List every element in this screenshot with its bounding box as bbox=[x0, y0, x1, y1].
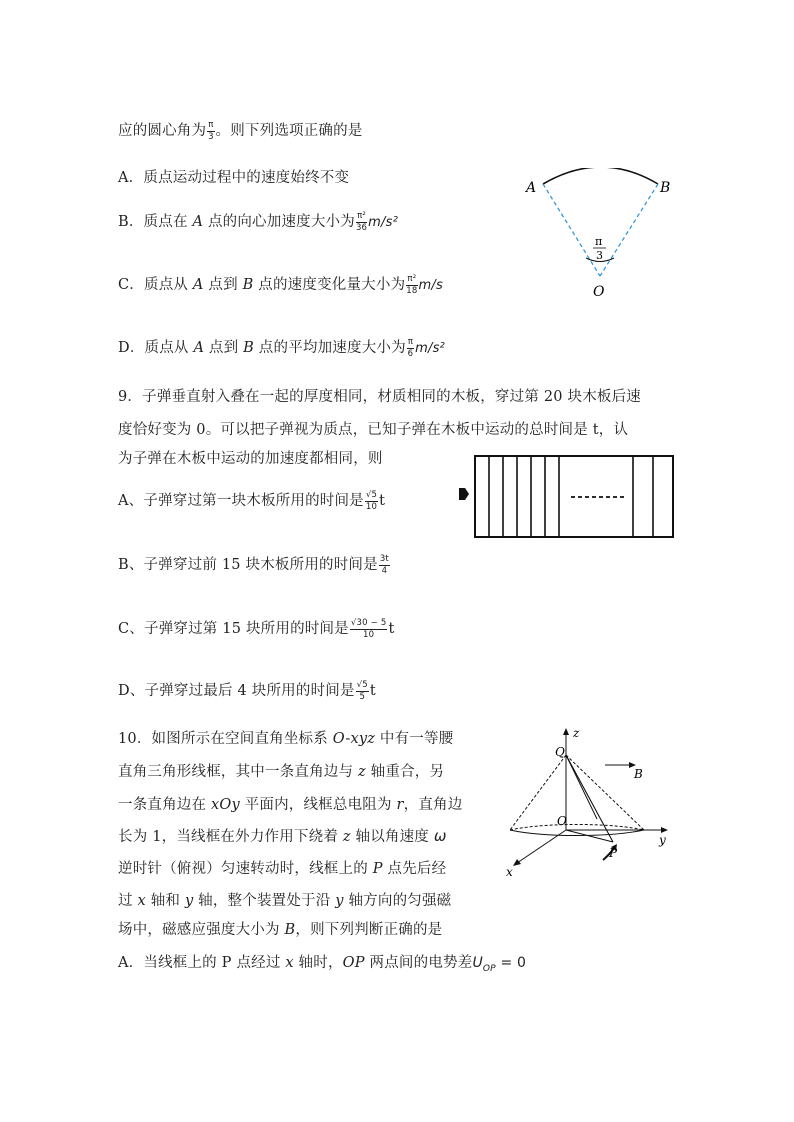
q10-option-a: A．当线框上的 P 点经过 x 轴时，OP 两点间的电势差$U_{OP} = 0$ bbox=[118, 955, 527, 974]
q8-angle-den: 3 bbox=[596, 249, 603, 262]
q9-d-fraction: $\frac{√5}{5}$ bbox=[356, 680, 368, 702]
q10-frame-qp bbox=[566, 755, 613, 842]
q10-a-expression: $U_{OP}$ bbox=[472, 955, 496, 974]
q10-x-arrow bbox=[513, 859, 521, 866]
q8-b-fraction: $\frac{\text{π²}}{36}$ bbox=[355, 211, 368, 233]
q10-line-3: 一条直角边在 xOy 平面内，线框总电阻为 r，直角边 bbox=[118, 797, 463, 813]
q8-radius-ob bbox=[600, 184, 658, 276]
q10-frame-q-to-ellipse bbox=[566, 755, 597, 819]
q8-label-b: B bbox=[660, 180, 671, 196]
q8-label-a: A bbox=[526, 180, 537, 196]
q10-line-7: 场中，磁感应强度大小为 B，则下列判断正确的是 bbox=[118, 922, 443, 938]
q10-line-4: 长为 1，当线框在外力作用下绕着 z 轴以角速度 ω bbox=[118, 827, 447, 845]
q10-label-z: z bbox=[573, 726, 580, 740]
q8-c-unit: m/s bbox=[418, 278, 443, 293]
q9-line-2: 度恰好变为 0。可以把子弹视为质点，已知子弹在木板中运动的总时间是 t，认 bbox=[118, 422, 629, 438]
q10-line-1: 10．如图所示在空间直角坐标系 O-xyz 中有一等腰 bbox=[118, 731, 454, 747]
q10-line-2: 直角三角形线框，其中一条直角边与 z 轴重合，另 bbox=[118, 764, 445, 780]
q8-d-fraction: $\frac{\pi}{6}$ bbox=[407, 337, 414, 359]
q8-radius-oa bbox=[543, 184, 603, 276]
q9-b-fraction: $\frac{3t}{4}$ bbox=[379, 554, 389, 576]
q8-option-a: A．质点运动过程中的速度始终不变 bbox=[118, 170, 350, 186]
q9-line-1: 9．子弹垂直射入叠在一起的厚度相同，材质相同的木板，穿过第 20 块木板后速 bbox=[118, 389, 641, 405]
q9-option-b: B、子弹穿过前 15 块木板所用的时间是 $\frac{3t}{4}$ bbox=[118, 554, 389, 576]
q9-line-3: 为子弹在木板中运动的加速度都相同，则 bbox=[118, 451, 383, 467]
q8-arc bbox=[543, 168, 658, 184]
q8-intro-text: 应的圆心角为 bbox=[118, 123, 207, 139]
q10-label-o: O bbox=[557, 814, 567, 828]
q8-intro-end: 。则下列选项正确的是 bbox=[215, 123, 363, 139]
q10-line-5: 逆时针（俯视）匀速转动时，线框上的 P 点先后经 bbox=[118, 861, 447, 877]
q10-label-q: Q bbox=[555, 745, 565, 759]
q9-option-a: A、子弹穿过第一块木板所用的时间是 $\frac{√5}{10}$ t bbox=[118, 490, 386, 512]
q10-line-6: 过 x 轴和 y 轴，整个装置处于沿 y 轴方向的匀强磁 bbox=[118, 893, 452, 909]
q10-cone-figure bbox=[495, 725, 680, 885]
q9-option-d: D、子弹穿过最后 4 块所用的时间是 $\frac{√5}{5}$ t bbox=[118, 680, 376, 702]
q8-arc-figure bbox=[520, 168, 680, 308]
q8-option-c: C．质点从 A 点到 B 点的速度变化量大小为 $\frac{\text{π²}}{18}$ m/s bbox=[118, 274, 443, 296]
q9-a-fraction: $\frac{√5}{10}$ bbox=[365, 490, 378, 512]
q8-c-fraction: $\frac{\text{π²}}{18}$ bbox=[406, 274, 418, 296]
q8-option-b: B．质点在 A 点的向心加速度大小为 $\frac{\text{π²}}{36}$ m/s² bbox=[118, 211, 398, 233]
q10-label-p: P bbox=[609, 846, 618, 860]
q8-label-o: O bbox=[593, 284, 605, 300]
q9-boards-figure bbox=[455, 452, 680, 540]
q9-bullet bbox=[459, 488, 465, 500]
q10-label-b: B bbox=[634, 767, 643, 781]
q9-c-fraction: $\frac{√30 - 5}{10}$ bbox=[350, 618, 387, 640]
q8-intro-angle: $\frac{\pi}{3}$ bbox=[208, 120, 214, 142]
q9-option-c: C、子弹穿过第 15 块所用的时间是 $\frac{√30 - 5}{10}$ t bbox=[118, 618, 395, 640]
q8-b-unit: m/s² bbox=[368, 215, 398, 230]
q8-option-d: D．质点从 A 点到 B 点的平均加速度大小为 $\frac{\pi}{6}$ m/s² bbox=[118, 337, 445, 359]
q10-ellipse-back bbox=[510, 824, 644, 830]
q10-label-y: y bbox=[659, 833, 666, 847]
q8-angle-num: π bbox=[595, 235, 603, 248]
q8-d-unit: m/s² bbox=[415, 341, 445, 356]
q8-intro bbox=[118, 119, 363, 141]
q9-bullet-tip bbox=[465, 488, 469, 500]
q10-x-axis bbox=[517, 830, 566, 863]
q10-z-arrow bbox=[563, 728, 569, 735]
q10-label-x: x bbox=[506, 865, 513, 879]
